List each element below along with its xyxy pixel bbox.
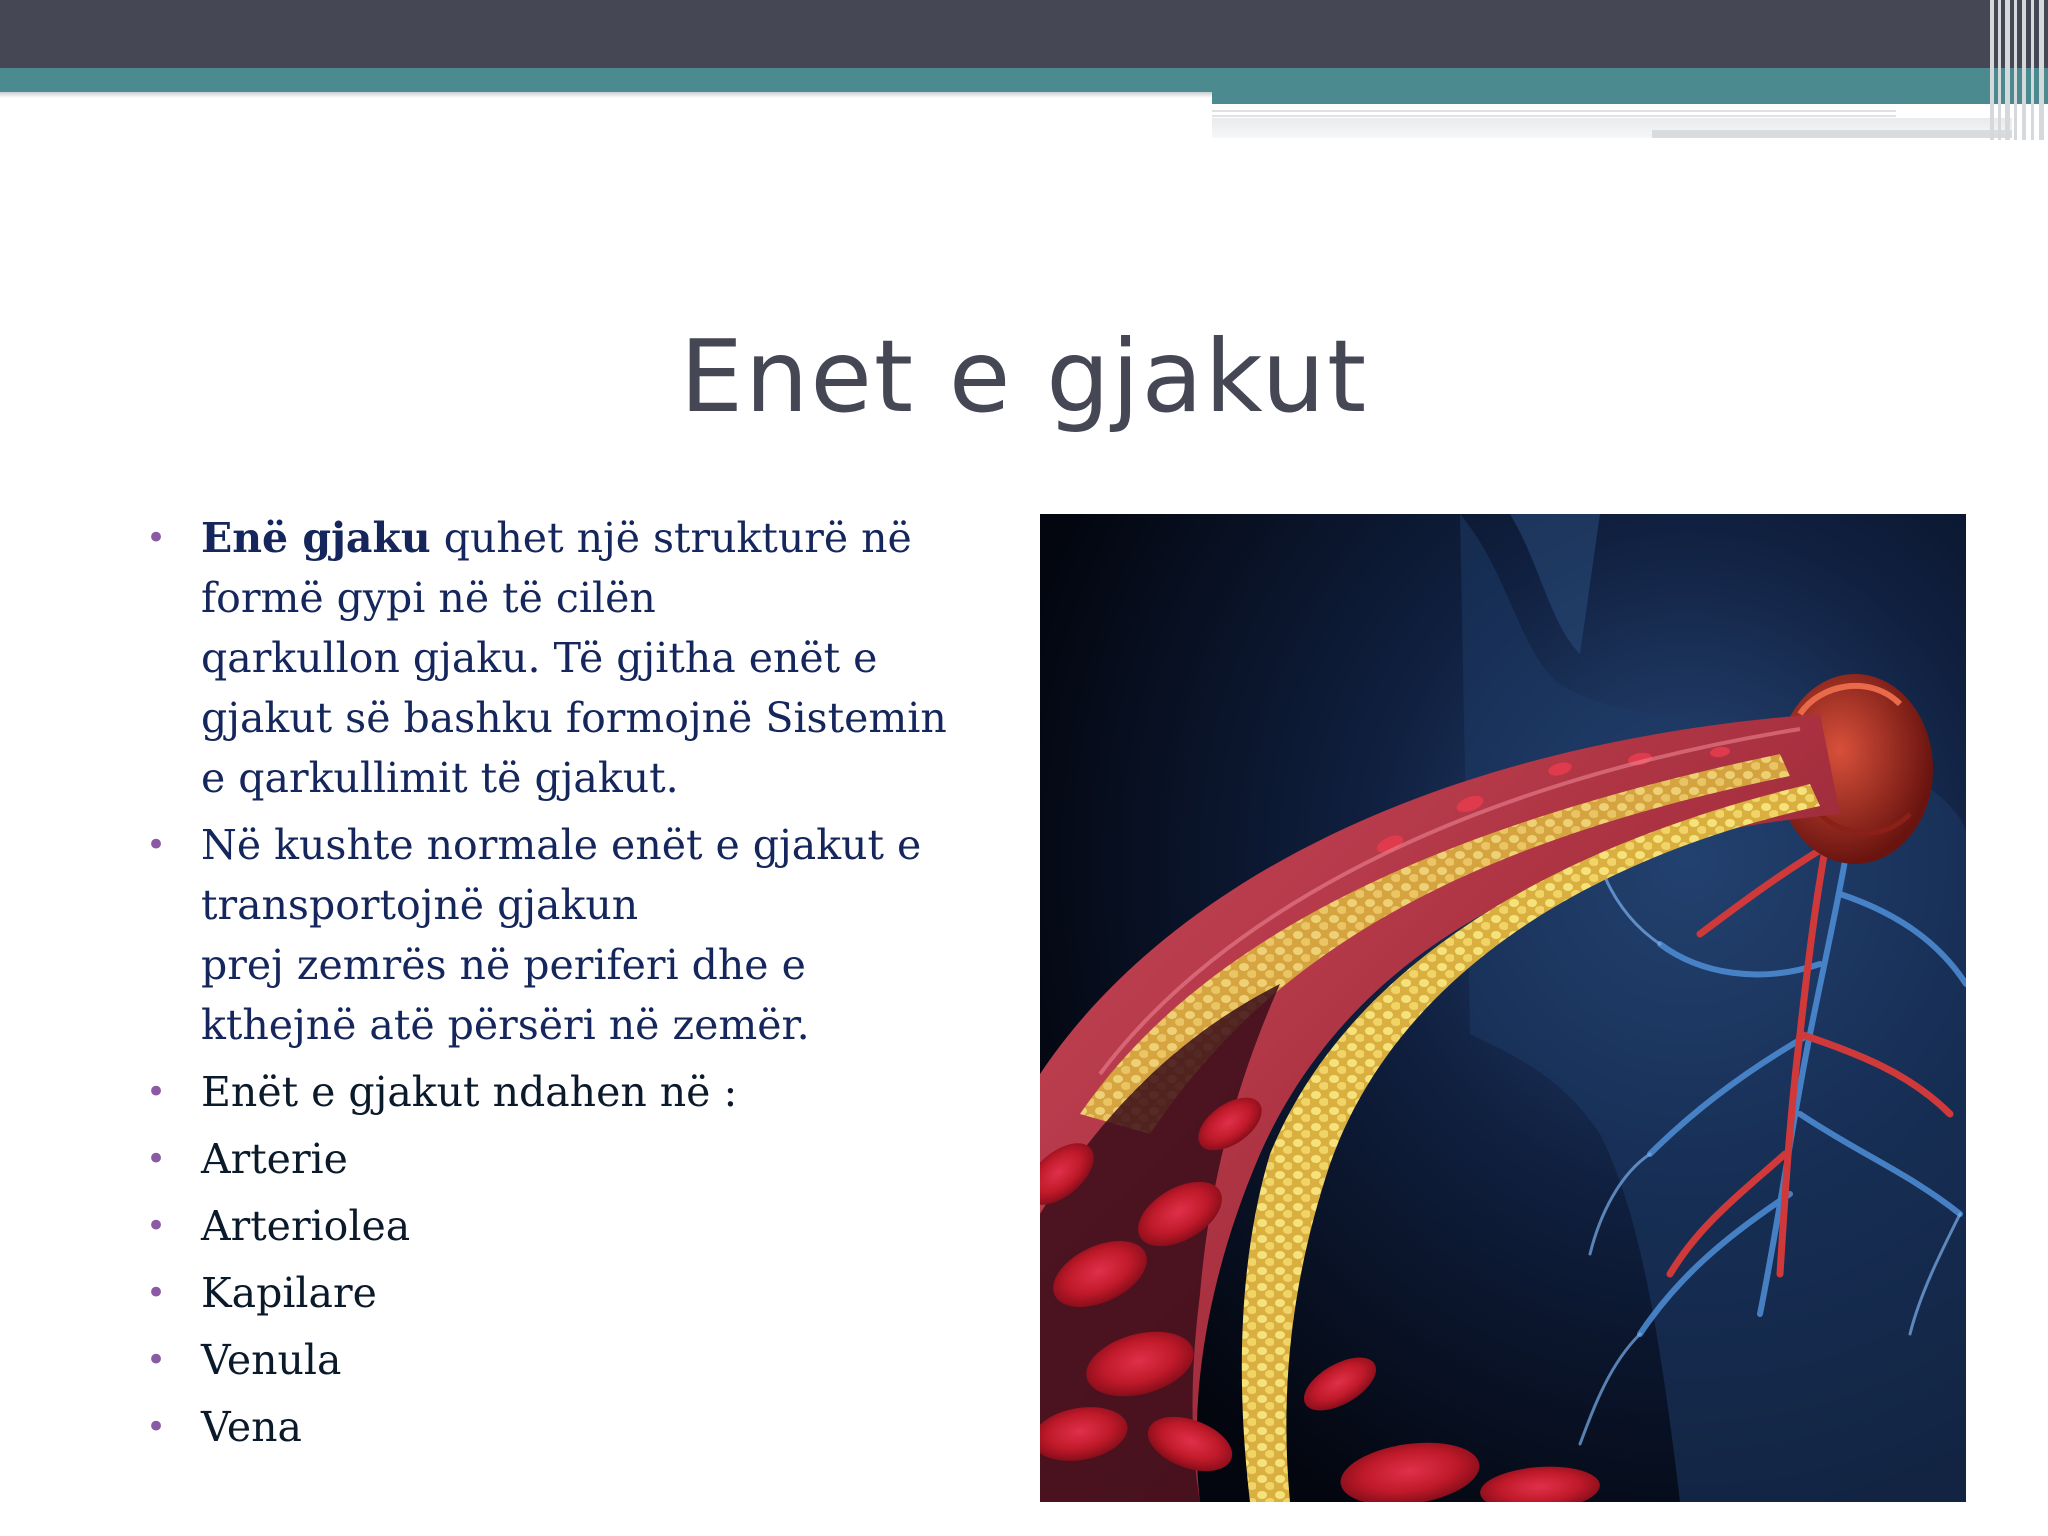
list-item-text: Enët e gjakut ndahen në : xyxy=(201,1068,738,1116)
list-item xyxy=(140,815,1000,1055)
blood-vessel-illustration-icon xyxy=(1040,514,1966,1502)
bullet-icon: • xyxy=(146,825,167,865)
list-item xyxy=(140,1330,1000,1390)
list-item-text: Kapilare xyxy=(201,1269,377,1317)
text-line: transportojnë gjakun xyxy=(201,881,639,929)
bullet-list xyxy=(140,508,1000,1457)
list-item xyxy=(140,1062,1000,1122)
text-line: prej zemrës në periferi dhe e xyxy=(201,941,806,989)
list-item-text: Vena xyxy=(201,1403,302,1451)
bullet-icon: • xyxy=(146,1206,167,1246)
list-item-text: Arteriolea xyxy=(201,1202,411,1250)
decor-stripe xyxy=(2022,0,2026,140)
decor-line xyxy=(1652,130,2012,138)
text-line: gjakut së bashku formojnë Sistemin xyxy=(201,694,947,742)
bullet-icon: • xyxy=(146,1139,167,1179)
bullet-icon: • xyxy=(146,1273,167,1313)
list-item-text: Arterie xyxy=(201,1135,348,1183)
text-line: kthejnë atë përsëri në zemër. xyxy=(201,1001,810,1049)
bullet-icon: • xyxy=(146,1407,167,1447)
text-line: qarkullon gjaku. Të gjitha enët e xyxy=(201,634,878,682)
decor-stripe xyxy=(2031,0,2034,140)
text-line: Në kushte normale enët e gjakut e xyxy=(201,821,922,869)
list-item xyxy=(140,1263,1000,1323)
list-item-text: Venula xyxy=(201,1336,342,1384)
slide-title: Enet e gjakut xyxy=(679,318,1369,435)
decor-stripe xyxy=(2039,0,2044,140)
list-item xyxy=(140,1196,1000,1256)
text-line: quhet një strukturë në xyxy=(430,514,912,562)
band-shadow xyxy=(0,92,1212,98)
text-line: e qarkullimit të gjakut. xyxy=(201,754,679,802)
top-band xyxy=(0,0,2048,68)
decor-line xyxy=(1212,112,1896,115)
decor-stripe xyxy=(1998,0,2001,140)
bullet-icon: • xyxy=(146,1072,167,1112)
list-item xyxy=(140,1397,1000,1457)
decor-stripe xyxy=(2014,0,2017,140)
list-item xyxy=(140,508,1000,808)
accent-band xyxy=(0,68,2048,92)
list-item xyxy=(140,1129,1000,1189)
decor-stripe xyxy=(1990,0,1994,140)
term-bold: Enë gjaku xyxy=(201,514,431,562)
decor-stripe xyxy=(2005,0,2010,140)
text-line: formë gypi në të cilën xyxy=(201,574,656,622)
bullet-icon: • xyxy=(146,1340,167,1380)
accent-band-right xyxy=(1212,92,2048,104)
bullet-content xyxy=(140,508,1000,1464)
bullet-icon: • xyxy=(146,518,167,558)
